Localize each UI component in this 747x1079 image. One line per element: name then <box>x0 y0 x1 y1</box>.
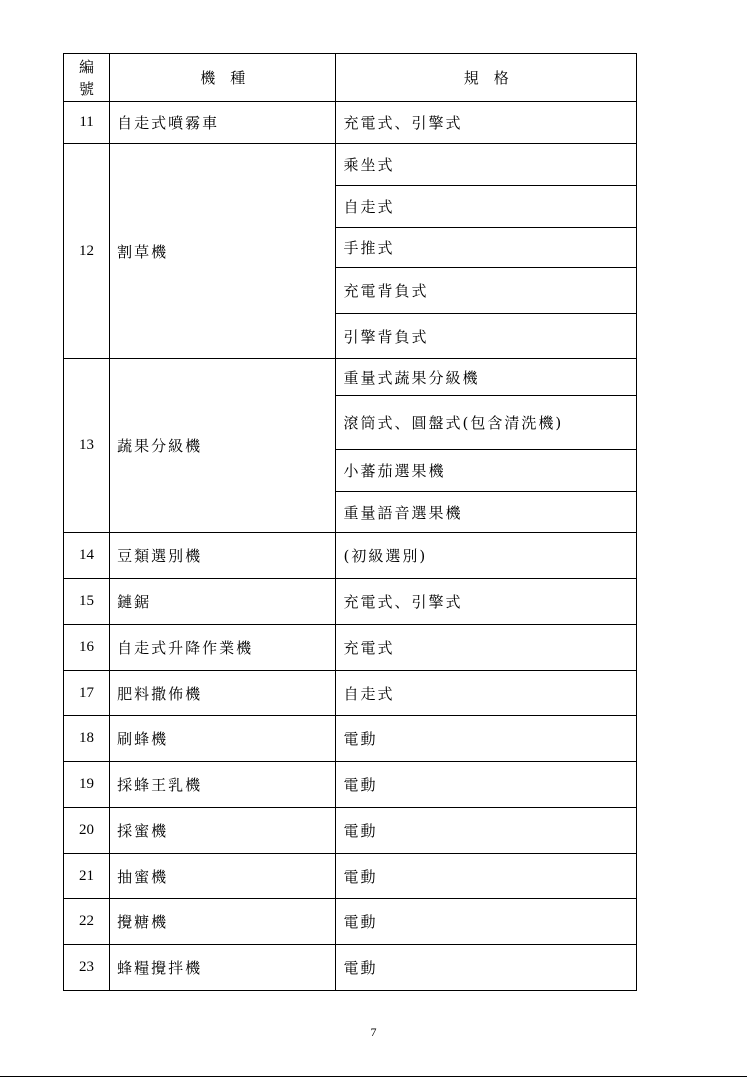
machine-spec: 小蕃茄選果機 <box>336 450 637 492</box>
machine-spec: (初級選別) <box>336 533 637 579</box>
table-row <box>64 808 637 854</box>
machine-type: 抽蜜機 <box>110 854 336 899</box>
row-number: 20 <box>64 808 110 854</box>
machine-spec: 電動 <box>336 854 637 899</box>
row-number: 17 <box>64 671 110 716</box>
row-number: 13 <box>64 359 110 533</box>
machine-spec: 充電式、引擎式 <box>336 579 637 625</box>
page-number: 7 <box>370 1025 377 1039</box>
table-row <box>64 359 637 396</box>
row-number: 18 <box>64 716 110 762</box>
machine-type: 自走式升降作業機 <box>110 625 336 671</box>
machine-spec: 電動 <box>336 762 637 808</box>
machine-spec: 手推式 <box>336 228 637 268</box>
table-row <box>64 144 637 186</box>
machine-type: 鏈鋸 <box>110 579 336 625</box>
machine-spec: 重量語音選果機 <box>336 492 637 533</box>
machine-spec: 充電式 <box>336 625 637 671</box>
row-number: 23 <box>64 945 110 991</box>
table-row <box>64 854 637 899</box>
header-row <box>64 54 637 102</box>
machine-type: 自走式噴霧車 <box>110 102 336 144</box>
machine-spec: 電動 <box>336 945 637 991</box>
row-number: 19 <box>64 762 110 808</box>
row-number: 11 <box>64 102 110 144</box>
header-no-char-1: 編 <box>79 57 95 76</box>
table-row <box>64 533 637 579</box>
machine-type: 豆類選別機 <box>110 533 336 579</box>
machine-type: 採蜜機 <box>110 808 336 854</box>
machine-type: 蔬果分級機 <box>110 359 336 533</box>
machine-spec: 電動 <box>336 899 637 945</box>
machine-spec: 充電背負式 <box>336 268 637 314</box>
machine-type: 蜂糧攪拌機 <box>110 945 336 991</box>
machinery-spec-table <box>63 53 637 991</box>
row-number: 14 <box>64 533 110 579</box>
row-number: 16 <box>64 625 110 671</box>
table-row <box>64 102 637 144</box>
row-number: 15 <box>64 579 110 625</box>
header-spec: 規 格 <box>336 54 637 102</box>
table-row <box>64 625 637 671</box>
header-no <box>64 54 110 102</box>
machine-spec: 自走式 <box>336 671 637 716</box>
machine-spec: 滾筒式、圓盤式(包含清洗機) <box>336 396 637 450</box>
machine-spec: 充電式、引擎式 <box>336 102 637 144</box>
machine-type: 肥料撒佈機 <box>110 671 336 716</box>
footer-rule <box>0 1076 747 1077</box>
table-row <box>64 762 637 808</box>
machine-type: 刷蜂機 <box>110 716 336 762</box>
machine-type: 攪糖機 <box>110 899 336 945</box>
table-row <box>64 579 637 625</box>
machine-spec: 引擎背負式 <box>336 314 637 359</box>
table-row <box>64 945 637 991</box>
header-no-label <box>64 56 109 100</box>
table-row <box>64 716 637 762</box>
machine-type: 採蜂王乳機 <box>110 762 336 808</box>
machine-spec: 乘坐式 <box>336 144 637 186</box>
header-type: 機 種 <box>110 54 336 102</box>
machine-spec: 自走式 <box>336 186 637 228</box>
table-row <box>64 671 637 716</box>
machine-spec: 電動 <box>336 808 637 854</box>
row-number: 22 <box>64 899 110 945</box>
row-number: 12 <box>64 144 110 359</box>
header-no-char-2: 號 <box>79 79 95 98</box>
table-row <box>64 899 637 945</box>
machine-spec: 重量式蔬果分級機 <box>336 359 637 396</box>
row-number: 21 <box>64 854 110 899</box>
machine-type: 割草機 <box>110 144 336 359</box>
table-body <box>64 102 637 991</box>
machine-spec: 電動 <box>336 716 637 762</box>
